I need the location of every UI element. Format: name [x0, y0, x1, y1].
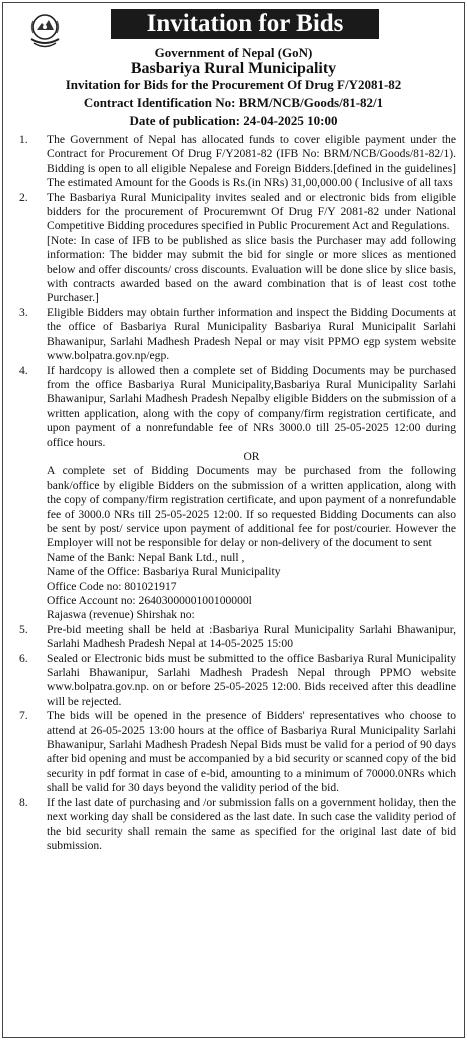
notice-items [3, 133, 464, 853]
item-number: 6. [19, 651, 28, 665]
item-text: Sealed or Electronic bids must be submitted to the office Basbariya Rural Municipality Sarlahi Bhawanipur, Sarlahi Madhesh Pradesh Nepal through PPMO website www.bolpatra.gov.np. on or before 25-05-2025 12:00. Bids received after this deadline will be rejected. [47, 651, 456, 708]
or-separator: OR [243, 449, 260, 463]
publication-date: Date of publication: 24-04-2025 10:00 [129, 113, 338, 128]
notice-heading-block [3, 45, 464, 129]
item-text: The Government of Nepal has allocated funds to cover eligible payment under the Contract for Procurement Of Drug F/Y2081-82 (IFB No: BRM/NCB/Goods/81-82/1). Bidding is open to all eligible Nepalese and Foreign Bidders.[defined in the guidelines] The estimated Amount for the Goods is Rs.(in NRs) 31,00,000.00 ( Inclusive of all taxs [47, 133, 456, 190]
item-text: The bids will be opened in the presence of Bidders' representatives who choose to attend at 26-05-2025 13:00 hours at the office of Basbariya Rural Municipality Sarlahi Bhawanipur, Sarlahi Madhesh Pradesh Nepal Bids must be valid for a period of 90 days after bid opening and must be accompanied by a bid security or scanned copy of the bid security in pdf format in case of e-bid, amounting to a minimum of 70000.0NRs which shall be valid for 30 days beyond the validity period of the bid. [47, 709, 456, 795]
notice-title: Invitation for Bids [111, 9, 379, 39]
notice-item-5 [3, 623, 464, 652]
item-text-alternative: A complete set of Bidding Documents may be purchased from the following bank/office by eligible Bidders on the submission of a written application, along with the copy of company/firm registration certificate, and upon payment of a nonrefundable fee of 3000.0 NRs till 25-05-2025 12:00. If so requested Bidding Documents can also be sent by post/ service upon payment of additional fee for post/courier. However the Employer will not be responsible for delay or non-delivery of the document to sent [47, 464, 456, 550]
notice-item-3 [3, 306, 464, 364]
notice-item-1 [3, 133, 464, 191]
item-note: [Note: In case of IFB to be published as slice basis the Purchaser may add following information: The bidder may submit the bid for single or more slices as mentioned below and offer discounts/ cross discounts. Evaluation will be done slice by slice basis, with contracts awarded based on the award combination that is of least cost tothe Purchaser.] [47, 233, 456, 305]
item-number: 1. [19, 133, 28, 146]
nepal-emblem-icon [27, 13, 63, 53]
item-text: Eligible Bidders may obtain further information and inspect the Bidding Documents at the office of Basbariya Rural Municipality Basbariya Rural Municipalit Sarlahi Bhawanipur, Sarlahi Madhesh Pradesh Nepal or may visit PPMO egp system website www.bolpatra.gov.np/egp. [47, 305, 456, 363]
item-number: 5. [19, 622, 28, 636]
item-text: The Basbariya Rural Municipality invites sealed and or electronic bids from eligible bidders for the procurement of Procuremwnt Of Drug F/Y 2081-82 under National Competitive Bidding procedures specified in Public Procurement Act and Regulations. [47, 190, 456, 233]
office-code: Office Code no: 801021917 [47, 579, 177, 593]
notice-item-8 [3, 796, 464, 854]
item-text: If hardcopy is allowed then a complete set of Bidding Documents may be purchased from the office Basbariya Rural Municipality,Basbariya Rural Municipality Sarlahi Bhawanipur, Sarlahi Madhesh Pradesh Nepalby eligible Bidders on the submission of a written application, along with the copy of company/firm registration certificate, and upon payment of a nonrefundable fee of NRs 3000.0 till 25-05-2025 12:00 during office hours. [47, 363, 456, 449]
revenue-heading: Rajaswa (revenue) Shirshak no: [47, 608, 195, 622]
item-number: 8. [19, 795, 28, 809]
invitation-line: Invitation for Bids for the Procurement Of Drug F/Y2081-82 [65, 77, 402, 92]
municipality-name: Basbariya Rural Municipality [130, 60, 337, 77]
item-number: 7. [19, 709, 28, 723]
item-text: Pre-bid meeting shall be held at :Basbariya Rural Municipality Sarlahi Bhawanipur, Sarlahi Madhesh Pradesh Nepal at 14-05-2025 15:00 [47, 622, 456, 651]
contract-id: Contract Identification No: BRM/NCB/Goods/81-82/1 [83, 95, 384, 110]
office-account: Office Account no: 2640300000100100000l [47, 594, 252, 607]
office-name: Name of the Office: Basbariya Rural Municipality [47, 565, 281, 579]
item-number: 3. [19, 305, 28, 319]
item-number: 2. [19, 190, 28, 204]
notice-header [3, 3, 464, 41]
notice-item-4 [3, 364, 464, 623]
notice-item-6 [3, 652, 464, 710]
notice-item-2 [3, 191, 464, 306]
item-text: If the last date of purchasing and /or submission falls on a government holiday, then the next working day shall be considered as the last date. In such case the validity period of the bid security shall remain the same as specified for the original last date of bid submission. [47, 795, 456, 852]
government-name: Government of Nepal (GoN) [154, 45, 313, 60]
notice-page [2, 2, 465, 1038]
bank-name: Name of the Bank: Nepal Bank Ltd., null , [47, 550, 245, 564]
item-number: 4. [19, 363, 28, 377]
notice-item-7 [3, 709, 464, 795]
